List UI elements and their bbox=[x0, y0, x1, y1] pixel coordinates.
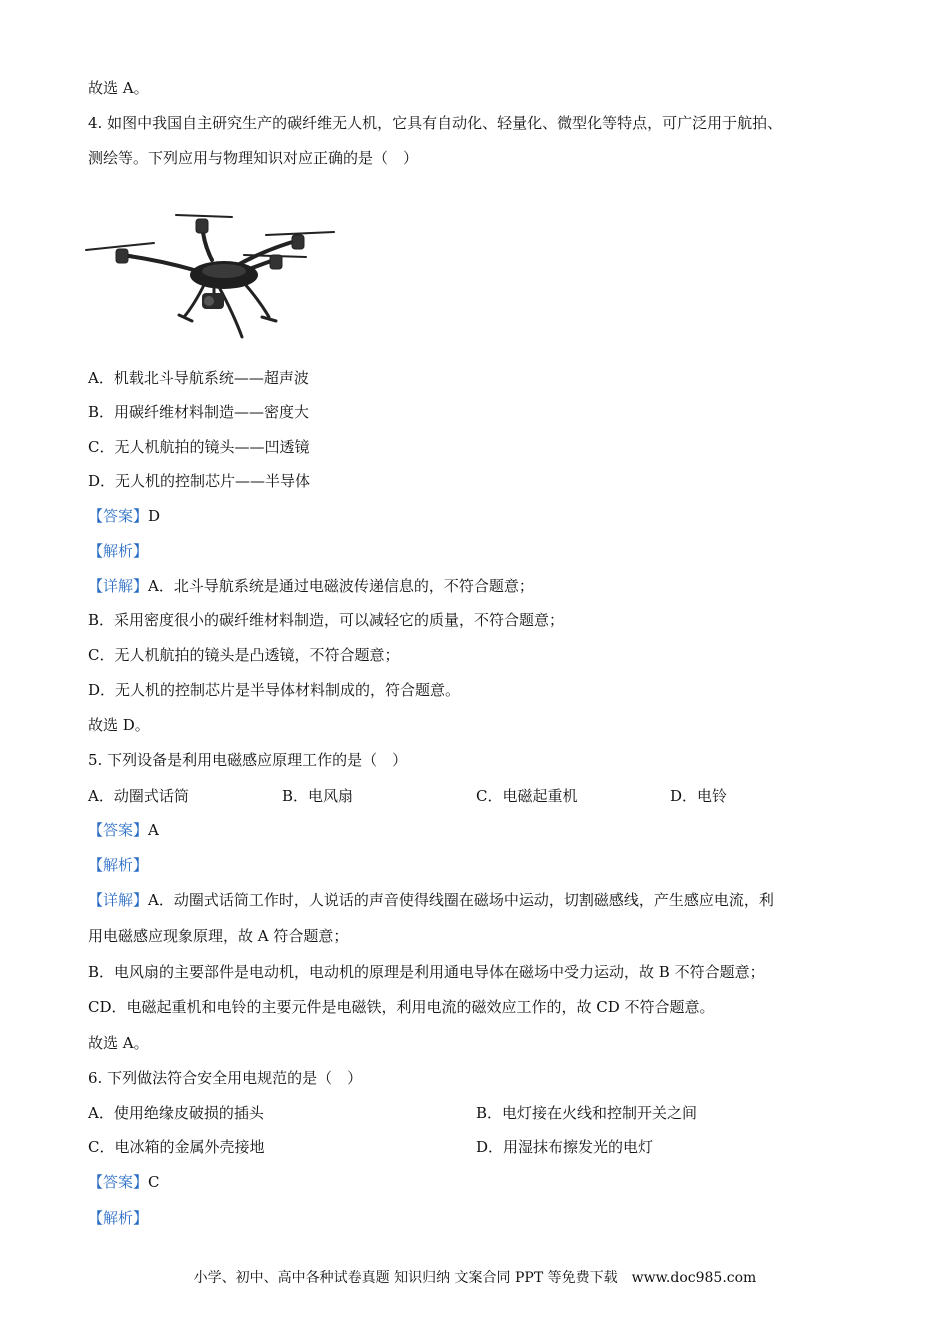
q4-detail-a bbox=[88, 576, 534, 596]
q4-stem-2: 测绘等。下列应用与物理知识对应正确的是（ ） bbox=[88, 149, 419, 167]
q4-detail-b: B．采用密度很小的碳纤维材料制造，可以减轻它的质量，不符合题意； bbox=[88, 611, 565, 629]
q5-detail-b: B．电风扇的主要部件是电动机，电动机的原理是利用通电导体在磁场中受力运动，故 B 不符合题意； bbox=[88, 963, 765, 981]
q4-analysis-tag: 【解析】 bbox=[88, 542, 149, 560]
q6-stem: 6. 下列做法符合安全用电规范的是（ ） bbox=[88, 1069, 363, 1087]
q6-option-c: C．电冰箱的金属外壳接地 bbox=[88, 1138, 265, 1156]
q6-option-a: A．使用绝缘皮破损的插头 bbox=[88, 1104, 264, 1122]
q4-conclusion: 故选 D。 bbox=[88, 716, 150, 734]
answer-value: D bbox=[148, 507, 161, 525]
q4-answer bbox=[88, 506, 160, 526]
q4-option-c: C．无人机航拍的镜头——凹透镜 bbox=[88, 438, 310, 456]
detail-tag: 【详解】 bbox=[88, 577, 149, 595]
q5-answer bbox=[88, 820, 159, 840]
answer-value: A bbox=[148, 821, 159, 839]
q4-detail-c: C．无人机航拍的镜头是凸透镜，不符合题意； bbox=[88, 646, 400, 664]
detail-tag: 【详解】 bbox=[88, 891, 149, 909]
q5-detail-a2: 用电磁感应现象原理，故 A 符合题意； bbox=[88, 927, 349, 945]
answer-tag: 【答案】 bbox=[88, 507, 149, 525]
q6-answer bbox=[88, 1172, 160, 1192]
q4-stem-1: 4. 如图中我国自主研究生产的碳纤维无人机，它具有自动化、轻量化、微型化等特点，可广泛用于航拍、 bbox=[88, 114, 783, 132]
q5-analysis-tag: 【解析】 bbox=[88, 856, 149, 874]
q6-analysis-tag: 【解析】 bbox=[88, 1209, 149, 1227]
q6-option-b: B．电灯接在火线和控制开关之间 bbox=[476, 1104, 698, 1122]
q4-option-d: D．无人机的控制芯片——半导体 bbox=[88, 472, 311, 490]
q5-option-b: B．电风扇 bbox=[282, 787, 354, 805]
detail-text: A．动圈式话筒工作时，人说话的声音使得线圈在磁场中运动，切割磁感线，产生感应电流，利 bbox=[148, 891, 774, 909]
q5-conclusion: 故选 A。 bbox=[88, 1034, 149, 1052]
q5-stem: 5. 下列设备是利用电磁感应原理工作的是（ ） bbox=[88, 751, 408, 769]
q6-option-d: D．用湿抹布擦发光的电灯 bbox=[476, 1138, 654, 1156]
drone-image bbox=[84, 205, 336, 340]
line-1: 故选 A。 bbox=[88, 79, 149, 97]
page-footer: 小学、初中、高中各种试卷真题 知识归纳 文案合同 PPT 等免费下载 www.doc985.com bbox=[193, 1270, 757, 1286]
q4-option-a: A．机载北斗导航系统——超声波 bbox=[88, 369, 309, 387]
q5-option-c: C．电磁起重机 bbox=[476, 787, 578, 805]
answer-tag: 【答案】 bbox=[88, 1173, 149, 1191]
detail-text: A．北斗导航系统是通过电磁波传递信息的，不符合题意； bbox=[148, 577, 534, 595]
answer-value: C bbox=[148, 1173, 160, 1191]
q5-detail-cd: CD．电磁起重机和电铃的主要元件是电磁铁，利用电流的磁效应工作的，故 CD 不符合题意。 bbox=[88, 998, 715, 1016]
q4-option-b: B．用碳纤维材料制造——密度大 bbox=[88, 403, 310, 421]
q4-detail-d: D．无人机的控制芯片是半导体材料制成的，符合题意。 bbox=[88, 681, 461, 699]
q5-option-d: D．电铃 bbox=[670, 787, 728, 805]
answer-tag: 【答案】 bbox=[88, 821, 149, 839]
q5-detail-a1 bbox=[88, 890, 774, 910]
q5-option-a: A．动圈式话筒 bbox=[88, 787, 189, 805]
